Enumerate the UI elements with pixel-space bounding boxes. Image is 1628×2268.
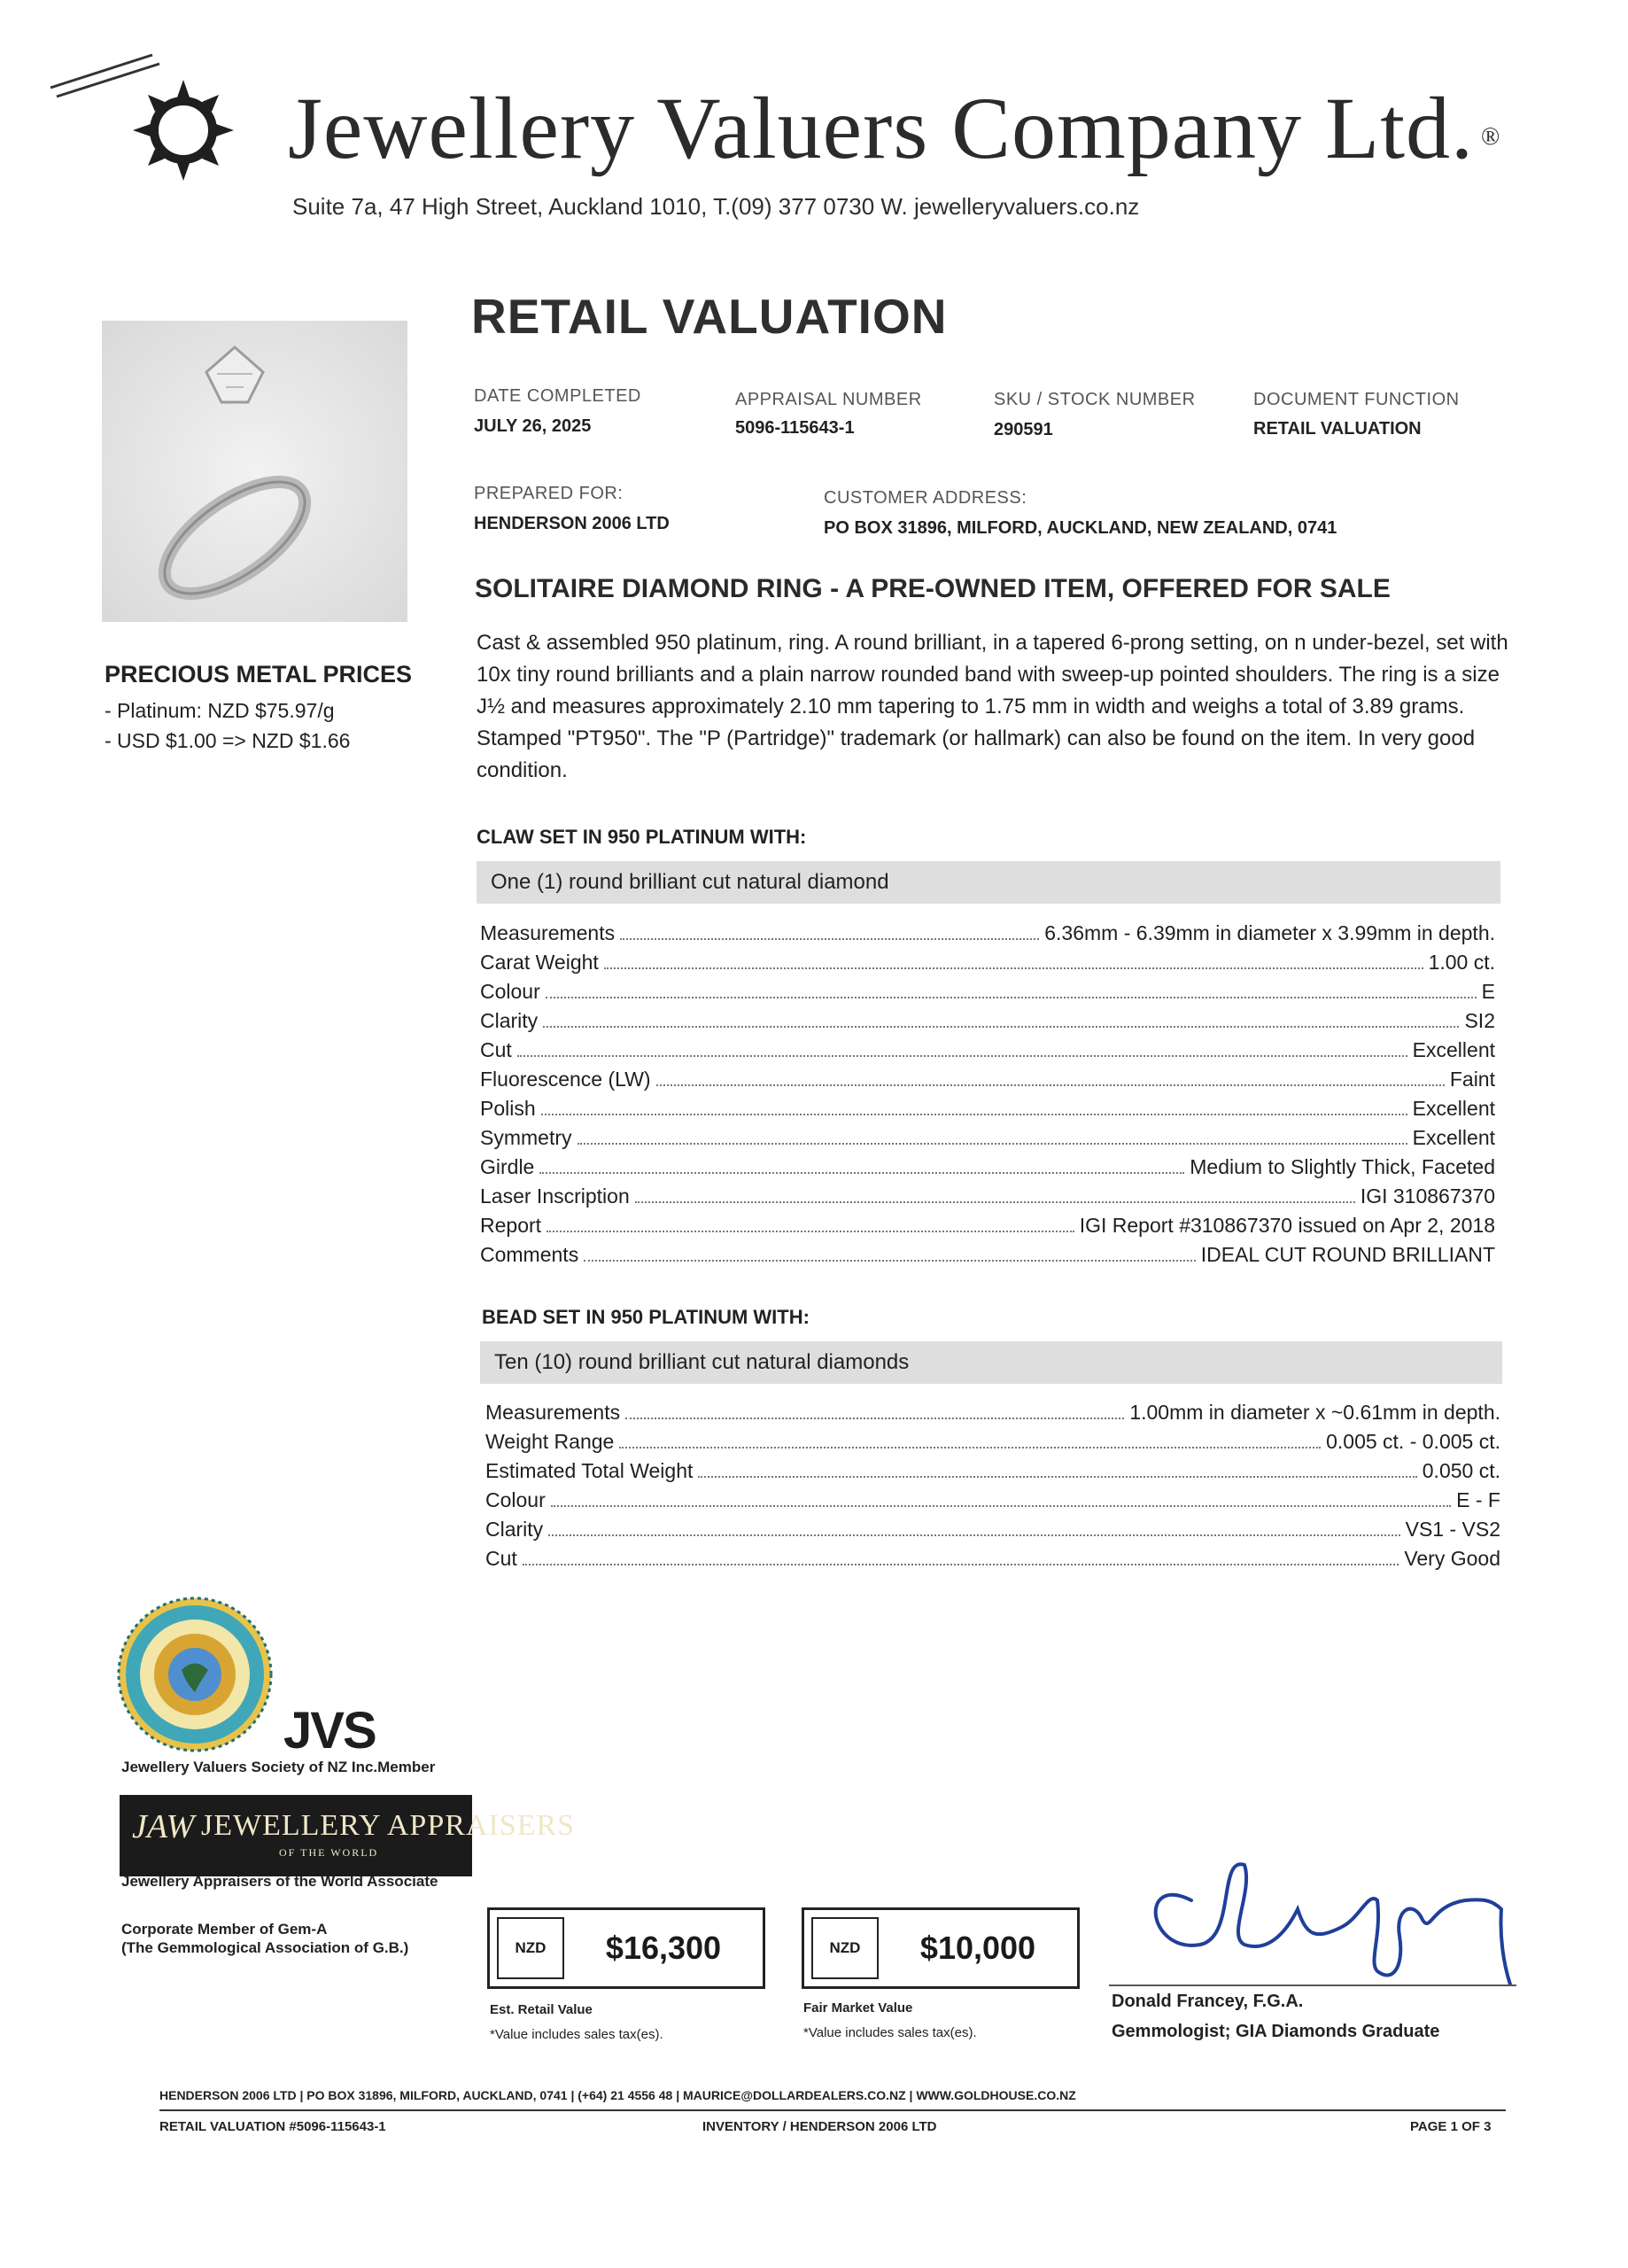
company-address: Suite 7a, 47 High Street, Auckland 1010, T.(09) 377 0730 W. jewelleryvaluers.co.nz xyxy=(292,193,1140,220)
footer-right: PAGE 1 OF 3 xyxy=(1410,2119,1492,2134)
footer-contact: HENDERSON 2006 LTD | PO BOX 31896, MILFORD, AUCKLAND, 0741 | (+64) 21 4556 48 | MAURICE@DOLLARDEALERS.CO.NZ | WWW.GOLDHOUSE.CO.NZ xyxy=(159,2088,1076,2102)
spec-row: Carat Weight 1.00 ct. xyxy=(480,951,1495,974)
market-value-box xyxy=(802,1907,1080,1989)
retail-value-box xyxy=(487,1907,765,1989)
meta-value-appraisal: 5096-115643-1 xyxy=(735,418,855,438)
spec-row: Polish Excellent xyxy=(480,1097,1495,1120)
spec-row: Estimated Total Weight 0.050 ct. xyxy=(485,1459,1500,1482)
meta-value-sku: 290591 xyxy=(994,420,1053,439)
jaw-logo xyxy=(120,1795,576,1876)
meta-label-date: DATE COMPLETED xyxy=(474,386,641,406)
meta-label-appraisal: APPRAISAL NUMBER xyxy=(735,390,922,409)
signatory-title: Gemmologist; GIA Diamonds Graduate xyxy=(1112,2022,1440,2041)
retail-value-note: *Value includes sales tax(es). xyxy=(490,2027,663,2042)
jvs-logo: JVS xyxy=(283,1702,376,1759)
prepared-for-value: HENDERSON 2006 LTD xyxy=(474,514,670,533)
jaw-sub: OF THE WORLD xyxy=(279,1846,379,1859)
meta-label-function: DOCUMENT FUNCTION xyxy=(1253,390,1460,409)
market-value-note: *Value includes sales tax(es). xyxy=(803,2025,977,2040)
ring-photo xyxy=(102,321,407,622)
item-description: Cast & assembled 950 platinum, ring. A round brilliant, in a tapered 6-prong setting, on n under-bezel, set with 10x tiny round brilliants and a plain narrow rounded band with sweep-up pointed shoulders. The ring is a size J½ and measures approximately 2.10 mm tapering to 1.75 mm in width and weighs a total of 3.89 grams. Stamped "PT950". The "P (Partridge)" trademark (or hallmark) can also be found on the item. In very good condition. xyxy=(477,631,1508,782)
footer-left: RETAIL VALUATION #5096-115643-1 xyxy=(159,2119,386,2134)
jaw-monogram: JAW xyxy=(132,1808,195,1845)
claw-set-heading: CLAW SET IN 950 PLATINUM WITH: xyxy=(477,826,807,848)
spec-row: Cut Excellent xyxy=(480,1038,1495,1061)
spec-row: Colour E - F xyxy=(485,1488,1500,1511)
spec-row: Symmetry Excellent xyxy=(480,1126,1495,1149)
spec-row: Fluorescence (LW) Faint xyxy=(480,1068,1495,1091)
retail-amount: $16,300 xyxy=(605,1930,722,1966)
retail-value-label: Est. Retail Value xyxy=(490,2002,593,2017)
association-seal-icon xyxy=(115,1595,275,1754)
gem-a-line2: (The Gemmological Association of G.B.) xyxy=(121,1939,409,1956)
prepared-for-label: PREPARED FOR: xyxy=(474,484,624,503)
platinum-price: - Platinum: NZD $75.97/g xyxy=(105,699,335,722)
spec-row: Measurements 1.00mm in diameter x ~0.61mm in depth. xyxy=(485,1401,1500,1424)
spec-row: Clarity VS1 - VS2 xyxy=(485,1518,1500,1541)
bead-set-specs xyxy=(485,1401,1500,1576)
meta-value-function: RETAIL VALUATION xyxy=(1253,419,1422,439)
signature-line xyxy=(1109,1984,1516,1986)
spec-row: Comments IDEAL CUT ROUND BRILLIANT xyxy=(480,1243,1495,1266)
market-amount: $10,000 xyxy=(919,1930,1036,1966)
meta-label-sku: SKU / STOCK NUMBER xyxy=(994,390,1196,409)
item-title: SOLITAIRE DIAMOND RING - A PRE-OWNED ITEM, OFFERED FOR SALE xyxy=(475,574,1391,603)
footer-center: INVENTORY / HENDERSON 2006 LTD xyxy=(702,2119,937,2134)
jaw-caption: Jewellery Appraisers of the World Associate xyxy=(121,1873,438,1890)
spec-row: Report IGI Report #310867370 issued on Apr 2, 2018 xyxy=(480,1214,1495,1237)
retail-currency: NZD xyxy=(497,1917,564,1979)
document-title: RETAIL VALUATION xyxy=(471,289,948,344)
claw-set-bar: One (1) round brilliant cut natural diamond xyxy=(477,861,1500,904)
footer-divider xyxy=(159,2109,1506,2111)
spec-row: Girdle Medium to Slightly Thick, Faceted xyxy=(480,1155,1495,1178)
spec-row: Weight Range 0.005 ct. - 0.005 ct. xyxy=(485,1430,1500,1453)
market-value-label: Fair Market Value xyxy=(803,2000,913,2016)
meta-value-date: JULY 26, 2025 xyxy=(474,416,592,436)
spec-row: Cut Very Good xyxy=(485,1547,1500,1570)
company-name: Jewellery Valuers Company Ltd. ® xyxy=(288,79,1501,177)
spec-row: Clarity SI2 xyxy=(480,1009,1495,1032)
precious-metal-title: PRECIOUS METAL PRICES xyxy=(105,661,413,687)
bead-set-heading: BEAD SET IN 950 PLATINUM WITH: xyxy=(482,1306,810,1328)
signature xyxy=(1112,1838,1519,1998)
star-ring-logo-icon xyxy=(131,78,236,183)
jvs-caption: Jewellery Valuers Society of NZ Inc.Member xyxy=(121,1759,436,1775)
market-currency: NZD xyxy=(811,1917,879,1979)
customer-address-label: CUSTOMER ADDRESS: xyxy=(824,488,1027,508)
exchange-rate: - USD $1.00 => NZD $1.66 xyxy=(105,729,351,752)
spec-row: Laser Inscription IGI 310867370 xyxy=(480,1184,1495,1208)
signatory-name: Donald Francey, F.G.A. xyxy=(1112,1992,1304,2011)
jaw-name: JEWELLERY APPRAISERS xyxy=(201,1809,576,1842)
customer-address-value: PO BOX 31896, MILFORD, AUCKLAND, NEW ZEALAND, 0741 xyxy=(824,518,1337,538)
spec-row: Colour E xyxy=(480,980,1495,1003)
spec-row: Measurements 6.36mm - 6.39mm in diameter x 3.99mm in depth. xyxy=(480,921,1495,944)
gem-a-line1: Corporate Member of Gem-A xyxy=(121,1921,328,1938)
bead-set-bar: Ten (10) round brilliant cut natural diamonds xyxy=(480,1341,1502,1384)
claw-set-specs xyxy=(480,921,1495,1272)
